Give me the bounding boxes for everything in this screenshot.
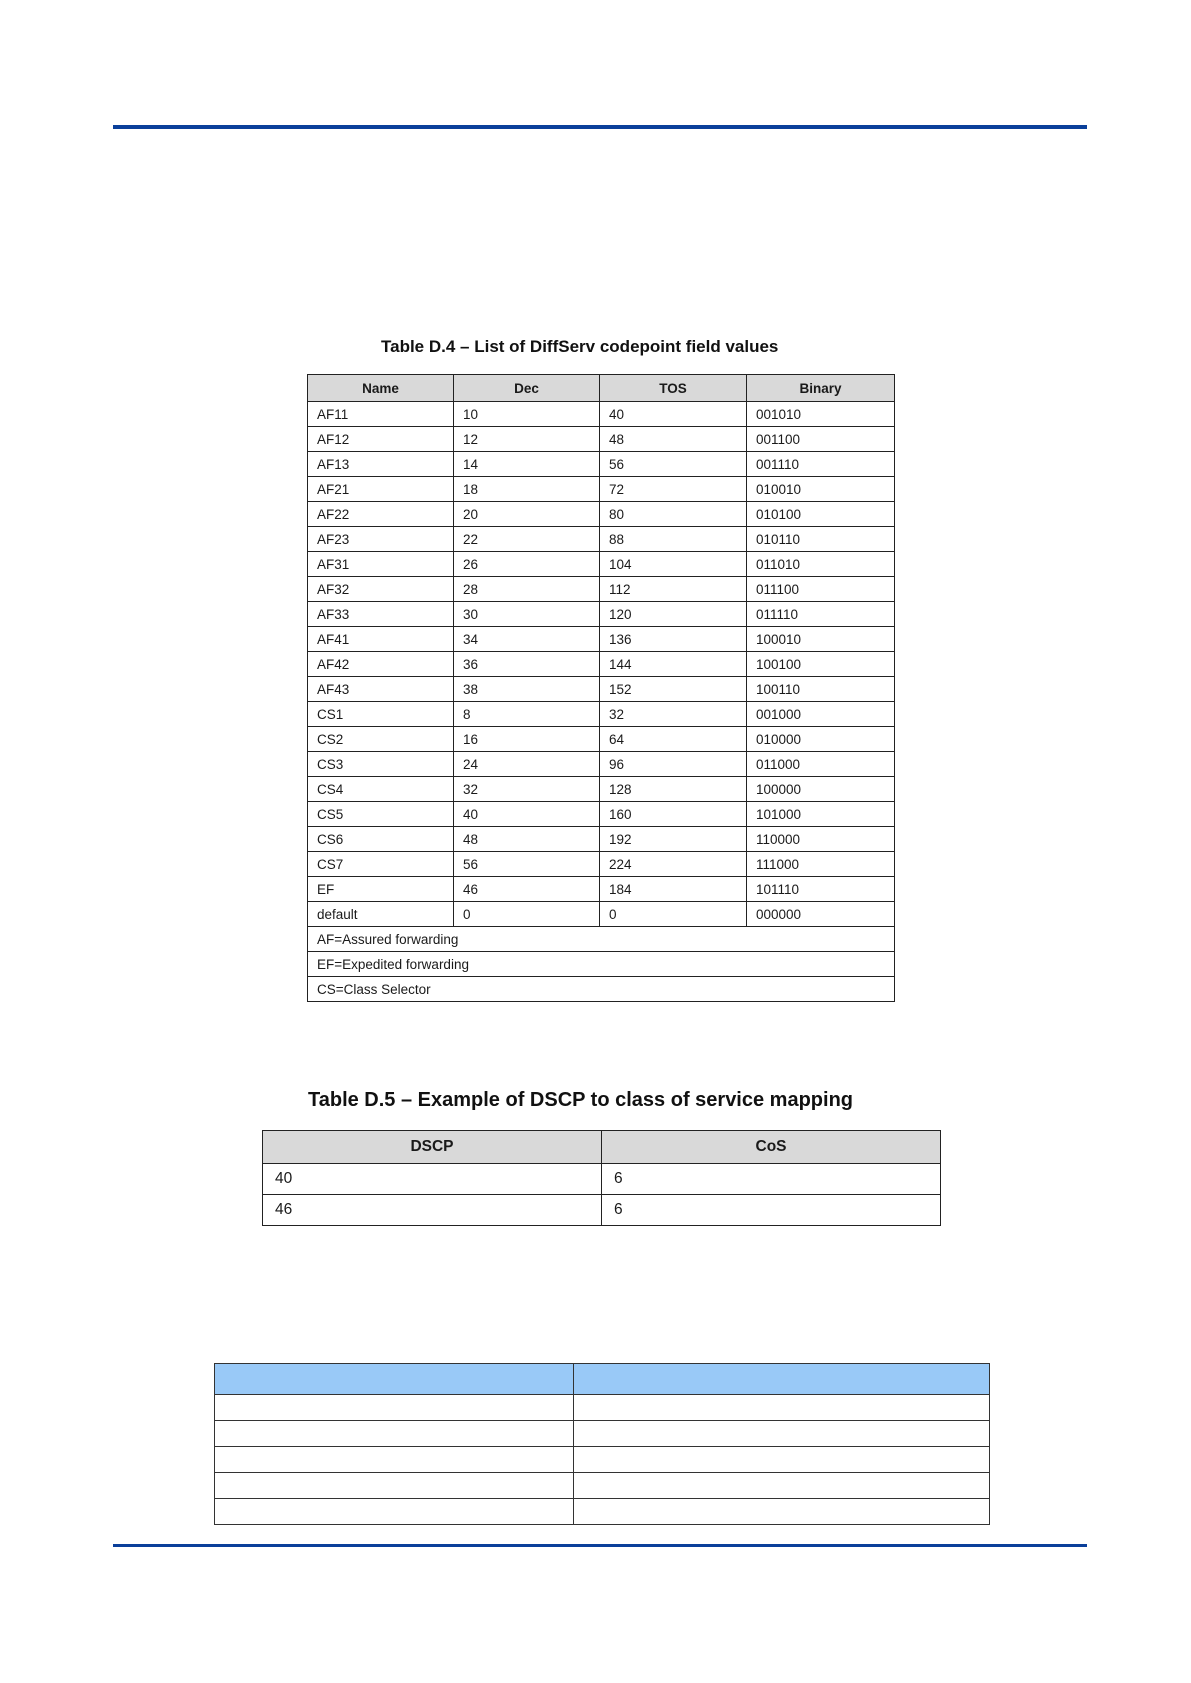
blank-table-cell: [215, 1499, 574, 1525]
table-row: [308, 802, 895, 827]
table-cell: 40: [454, 802, 600, 827]
table-cell: 001110: [747, 452, 895, 477]
table-row: [263, 1195, 941, 1226]
table-row: [308, 752, 895, 777]
table-cell: 110000: [747, 827, 895, 852]
table-cell: 28: [454, 577, 600, 602]
abbreviation-note: CS=Class Selector: [308, 977, 895, 1002]
table-cell: 56: [454, 852, 600, 877]
table-cell: 16: [454, 727, 600, 752]
table-row: [308, 477, 895, 502]
blank-header-cell: [574, 1364, 990, 1395]
table-cell: CS4: [308, 777, 454, 802]
table-cell: CS7: [308, 852, 454, 877]
table-cell: AF41: [308, 627, 454, 652]
table-note-row: [308, 952, 895, 977]
table-cell: default: [308, 902, 454, 927]
table-cell: 136: [600, 627, 747, 652]
table-cell: AF22: [308, 502, 454, 527]
table-cell: 20: [454, 502, 600, 527]
table-cell: 011100: [747, 577, 895, 602]
header-rule: [113, 125, 1087, 129]
table-cell: 46: [263, 1195, 602, 1226]
diffserv-codepoint-table: [307, 374, 895, 1002]
blank-header-cell: [215, 1364, 574, 1395]
table-cell: 38: [454, 677, 600, 702]
table-cell: 8: [454, 702, 600, 727]
table-cell: 64: [600, 727, 747, 752]
table-cell: 010100: [747, 502, 895, 527]
table-d4-caption: Table D.4 – List of DiffServ codepoint field values: [381, 337, 779, 356]
blank-table-body: [215, 1395, 990, 1525]
table-cell: AF42: [308, 652, 454, 677]
table-cell: AF21: [308, 477, 454, 502]
blank-table-cell: [215, 1473, 574, 1499]
table-row: [308, 502, 895, 527]
table-cell: 48: [600, 427, 747, 452]
table-cell: 100110: [747, 677, 895, 702]
table-cell: 100100: [747, 652, 895, 677]
column-header-dscp: DSCP: [263, 1131, 602, 1164]
table-cell: AF13: [308, 452, 454, 477]
table-cell: 120: [600, 602, 747, 627]
table-cell: 000000: [747, 902, 895, 927]
table-cell: CS3: [308, 752, 454, 777]
table-row: [308, 777, 895, 802]
table-cell: 112: [600, 577, 747, 602]
blank-table-row: [215, 1447, 990, 1473]
table-cell: 96: [600, 752, 747, 777]
table-cell: 30: [454, 602, 600, 627]
table-row: [308, 827, 895, 852]
blank-table-cell: [574, 1499, 990, 1525]
table-row: [308, 602, 895, 627]
table-cell: 6: [602, 1195, 941, 1226]
table-row: [308, 702, 895, 727]
table-cell: AF23: [308, 527, 454, 552]
dscp-table-body: [263, 1164, 941, 1226]
table-row: [308, 577, 895, 602]
table-cell: 010000: [747, 727, 895, 752]
table-cell: 001000: [747, 702, 895, 727]
column-header-cos: CoS: [602, 1131, 941, 1164]
blank-table-cell: [215, 1421, 574, 1447]
table-cell: 80: [600, 502, 747, 527]
table-cell: 001100: [747, 427, 895, 452]
table-header-row: [308, 375, 895, 402]
blank-table-cell: [574, 1447, 990, 1473]
table-row: [308, 677, 895, 702]
blank-table-cell: [574, 1473, 990, 1499]
table-cell: CS6: [308, 827, 454, 852]
table-row: [308, 452, 895, 477]
abbreviation-note: EF=Expedited forwarding: [308, 952, 895, 977]
table-row: [308, 402, 895, 427]
table-cell: 18: [454, 477, 600, 502]
column-header-binary: Binary: [747, 375, 895, 402]
blank-table-row: [215, 1395, 990, 1421]
table-cell: 88: [600, 527, 747, 552]
table-cell: 12: [454, 427, 600, 452]
table-cell: 56: [600, 452, 747, 477]
table-cell: 128: [600, 777, 747, 802]
footer-rule: [113, 1544, 1087, 1547]
table-cell: 0: [600, 902, 747, 927]
table-cell: 192: [600, 827, 747, 852]
table-header-row: [263, 1131, 941, 1164]
table-cell: 14: [454, 452, 600, 477]
table-cell: 011000: [747, 752, 895, 777]
table-cell: 152: [600, 677, 747, 702]
table-cell: 72: [600, 477, 747, 502]
table-row: [263, 1164, 941, 1195]
table-cell: 111000: [747, 852, 895, 877]
blank-table-cell: [215, 1395, 574, 1421]
table-row: [308, 527, 895, 552]
column-header-dec: Dec: [454, 375, 600, 402]
table-cell: 32: [600, 702, 747, 727]
table-cell: 46: [454, 877, 600, 902]
table-cell: 224: [600, 852, 747, 877]
table-cell: 101110: [747, 877, 895, 902]
table-row: [308, 727, 895, 752]
table-cell: 100000: [747, 777, 895, 802]
table-cell: 0: [454, 902, 600, 927]
table-row: [308, 552, 895, 577]
table-cell: AF33: [308, 602, 454, 627]
table-cell: 011010: [747, 552, 895, 577]
table-cell: 26: [454, 552, 600, 577]
table-cell: 001010: [747, 402, 895, 427]
table-cell: 184: [600, 877, 747, 902]
table-cell: AF31: [308, 552, 454, 577]
table-cell: AF43: [308, 677, 454, 702]
table-cell: 101000: [747, 802, 895, 827]
blank-table-row: [215, 1473, 990, 1499]
table-cell: 40: [263, 1164, 602, 1195]
table-cell: AF12: [308, 427, 454, 452]
table-row: [308, 877, 895, 902]
table-cell: 010010: [747, 477, 895, 502]
table-cell: 32: [454, 777, 600, 802]
table-cell: 6: [602, 1164, 941, 1195]
table-row: [308, 852, 895, 877]
table-cell: 48: [454, 827, 600, 852]
column-header-name: Name: [308, 375, 454, 402]
table-cell: 100010: [747, 627, 895, 652]
table-row: [308, 902, 895, 927]
blank-table-cell: [215, 1447, 574, 1473]
table-row: [308, 652, 895, 677]
blank-table-cell: [574, 1421, 990, 1447]
table-row: [308, 627, 895, 652]
table-cell: 36: [454, 652, 600, 677]
table-cell: AF32: [308, 577, 454, 602]
blank-table-cell: [574, 1395, 990, 1421]
blank-table-row: [215, 1421, 990, 1447]
table-cell: 160: [600, 802, 747, 827]
table-cell: CS5: [308, 802, 454, 827]
blank-table-row: [215, 1499, 990, 1525]
table-cell: CS2: [308, 727, 454, 752]
table-cell: 010110: [747, 527, 895, 552]
diffserv-table-body: [308, 402, 895, 1002]
table-cell: 40: [600, 402, 747, 427]
table-d5-caption: Table D.5 – Example of DSCP to class of service mapping: [308, 1089, 853, 1111]
table-cell: 144: [600, 652, 747, 677]
column-header-tos: TOS: [600, 375, 747, 402]
table-cell: 011110: [747, 602, 895, 627]
dscp-cos-mapping-table: [262, 1130, 941, 1226]
table-cell: 104: [600, 552, 747, 577]
table-row: [308, 427, 895, 452]
table-cell: EF: [308, 877, 454, 902]
table-cell: 10: [454, 402, 600, 427]
table-note-row: [308, 927, 895, 952]
table-note-row: [308, 977, 895, 1002]
table-cell: 22: [454, 527, 600, 552]
blank-table-header-row: [215, 1364, 990, 1395]
abbreviation-note: AF=Assured forwarding: [308, 927, 895, 952]
table-cell: AF11: [308, 402, 454, 427]
table-cell: 24: [454, 752, 600, 777]
blank-table: [214, 1363, 990, 1525]
table-cell: CS1: [308, 702, 454, 727]
table-cell: 34: [454, 627, 600, 652]
